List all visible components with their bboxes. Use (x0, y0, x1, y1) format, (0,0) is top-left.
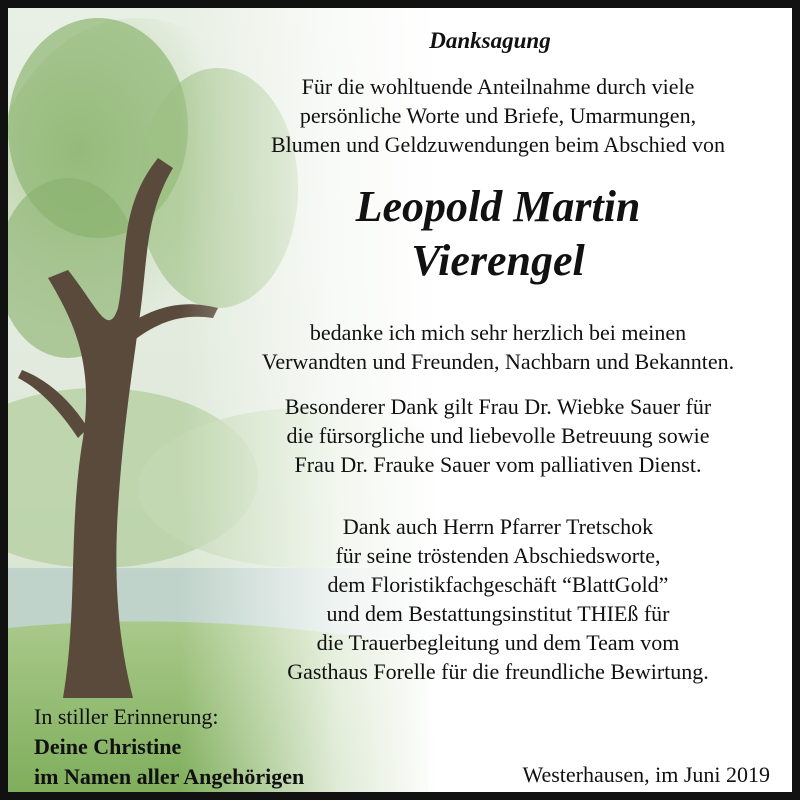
further-thanks-line: dem Floristikfachgeschäft “BlattGold” (327, 572, 669, 597)
special-thanks-paragraph (208, 392, 788, 479)
signer-name: Deine Christine (34, 734, 182, 759)
special-thanks-line: Frau Dr. Frauke Sauer vom palliativen Dienst. (294, 452, 702, 477)
closing-line: In stiller Erinnerung: (34, 704, 219, 729)
thanks-line: bedanke ich mich sehr herzlich bei meinen (309, 320, 687, 345)
signer-family: im Namen aller Angehörigen (34, 764, 305, 789)
further-thanks-line: Gasthaus Forelle für die freundliche Bewirtung. (287, 659, 709, 684)
deceased-name-line1: Leopold Martin (355, 182, 641, 231)
deceased-name (258, 180, 738, 288)
further-thanks-line: für seine tröstenden Abschiedsworte, (335, 543, 661, 568)
place-date: Westerhausen, im Juni 2019 (522, 762, 770, 787)
special-thanks-line: die fürsorgliche und liebevolle Betreuung sowie (286, 423, 710, 448)
intro-paragraph (208, 72, 788, 159)
intro-line: Blumen und Geldzuwendungen beim Abschied von (271, 132, 725, 157)
notice-text (8, 8, 792, 792)
further-thanks-line: die Trauerbegleitung und dem Team vom (316, 630, 680, 655)
heading: Danksagung (429, 28, 551, 53)
thanks-paragraph (208, 318, 788, 376)
further-thanks-line: Dank auch Herrn Pfarrer Tretschok (342, 514, 654, 539)
intro-line: persönliche Worte und Briefe, Umarmungen, (299, 103, 697, 128)
thanks-line: Verwandten und Freunden, Nachbarn und Bekannten. (261, 349, 735, 374)
intro-line: Für die wohltuende Anteilnahme durch viele (301, 74, 695, 99)
further-thanks-paragraph (208, 512, 788, 686)
special-thanks-line: Besonderer Dank gilt Frau Dr. Wiebke Sauer für (284, 394, 712, 419)
deceased-name-line2: Vierengel (411, 236, 585, 285)
closing-signature (34, 702, 304, 792)
further-thanks-line: und dem Bestattungsinstitut THIEß für (326, 601, 670, 626)
